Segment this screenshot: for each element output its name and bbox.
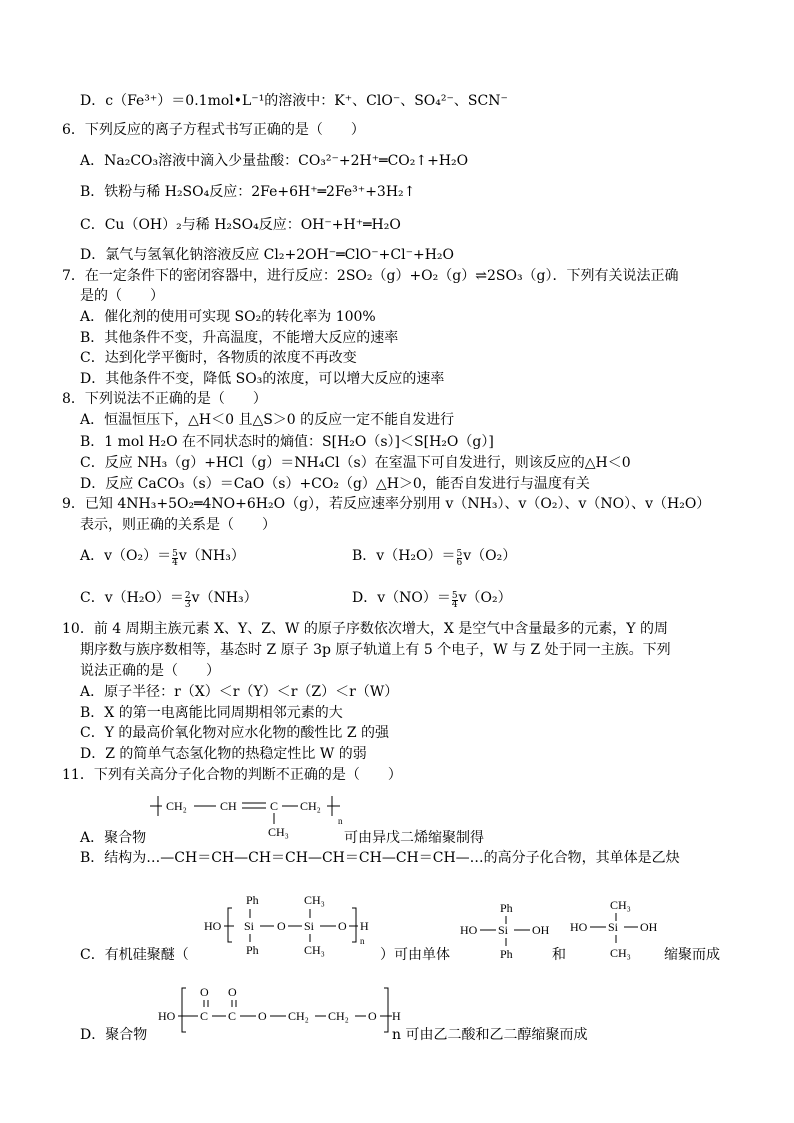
group-ch3: CH₃ — [304, 943, 325, 957]
question-7: 7．在一定条件下的密闭容器中，进行反应：2SO₂（g）+O₂（g）⇌2SO₃（g）．下列有关说法正确 — [62, 268, 679, 284]
atom-ch2: CH₂ — [288, 1009, 309, 1023]
atom-ch2: CH₂ — [166, 799, 187, 813]
monomer-dimethylsilanediol — [570, 895, 670, 961]
q6-option-b: B．铁粉与稀 H₂SO₄反应：2Fe+6H⁺═2Fe³⁺+3H₂↑ — [80, 184, 416, 200]
fraction: $\frac{5}{6}$ — [456, 549, 463, 568]
q5-option-d: D．c（Fe³⁺）＝0.1mol•L⁻¹的溶液中：K⁺、ClO⁻、SO₄²⁻、SCN⁻ — [80, 93, 508, 109]
question-10-cont: 期序数与族序数相等，基态时 Z 原子 3p 原子轨道上有 5 个电子，W 与 Z 处于同一主族。下列 — [80, 642, 671, 658]
group-ho: HO — [158, 1009, 176, 1023]
q10-option-a: A．原子半径：r（X）＜r（Y）＜r（Z）＜r（W） — [80, 684, 399, 700]
question-6: 6．下列反应的离子方程式书写正确的是（ ） — [62, 122, 365, 138]
structure-c — [200, 890, 380, 960]
group-ph: Ph — [246, 943, 259, 957]
q7-option-d: D．其他条件不变，降低 SO₃的浓度，可以增大反应的速率 — [80, 371, 445, 387]
question-7-cont: 是的（ ） — [80, 288, 164, 304]
atom-ch: CH — [220, 799, 237, 813]
q11-option-c-and: 和 — [552, 947, 566, 963]
atom-c: C — [200, 1009, 209, 1023]
atom-si: Si — [244, 919, 255, 933]
q9-option-c: C．v（H₂O）＝ $\frac{2}{3}$ v（NH₃） — [80, 590, 258, 610]
subscript-n: n — [338, 816, 343, 826]
atom-h: H — [360, 919, 369, 933]
q11-option-a-label: A．聚合物 — [80, 830, 147, 846]
group-oh: OH — [532, 923, 550, 937]
q11-option-d-text: n 可由乙二酸和乙二醇缩聚而成 — [392, 1027, 588, 1043]
question-10-cont2: 说法正确的是（ ） — [80, 663, 220, 679]
group-oh: OH — [640, 920, 658, 934]
structure-d — [152, 982, 402, 1034]
fraction: $\frac{2}{3}$ — [184, 591, 191, 610]
bracket-right — [384, 988, 388, 1032]
question-8: 8．下列说法不正确的是（ ） — [62, 391, 267, 407]
q9-option-b: B．v（H₂O）＝ $\frac{5}{6}$ v（O₂） — [352, 548, 517, 568]
group-ho: HO — [204, 919, 222, 933]
group-ph: Ph — [246, 893, 259, 907]
atom-si: Si — [608, 920, 619, 934]
group-ho: HO — [460, 923, 478, 937]
atom-o: O — [258, 1009, 267, 1023]
bracket-left — [228, 908, 232, 942]
q8-option-a: A．恒温恒压下，△H＜0 且△S＞0 的反应一定不能自发进行 — [80, 412, 455, 428]
fraction: $\frac{5}{4}$ — [451, 591, 458, 610]
q11-option-c-text: 缩聚而成 — [664, 947, 720, 963]
question-10: 10．前 4 周期主族元素 X、Y、Z、W 的原子序数依次增大，X 是空气中含量最多的元素，Y 的周 — [62, 621, 668, 637]
bracket-right — [352, 908, 356, 942]
structure-a — [150, 788, 360, 840]
q7-option-b: B．其他条件不变，升高温度，不能增大反应的速率 — [80, 330, 399, 346]
atom-ch2: CH₂ — [328, 1009, 349, 1023]
group-ch3: CH₃ — [610, 946, 631, 960]
q10-option-c: C．Y 的最高价氧化物对应水化物的酸性比 Z 的强 — [80, 725, 390, 741]
q8-option-d: D．反应 CaCO₃（s）＝CaO（s）+CO₂（g）△H＞0，能否自发进行与温度有关 — [80, 476, 590, 492]
monomer-diphenylsilanediol — [460, 898, 560, 962]
q8-option-c: C．反应 NH₃（g）+HCl（g）＝NH₄Cl（s）在室温下可自发进行，则该反应的△H＜0 — [80, 455, 631, 471]
atom-o: O — [338, 919, 347, 933]
atom-o: O — [368, 1009, 377, 1023]
atom-h: H — [392, 1009, 401, 1023]
group-ph: Ph — [500, 947, 513, 961]
question-9: 9．已知 4NH₃+5O₂═4NO+6H₂O（g），若反应速率分别用 v（NH₃）、v（O₂）、v（NO）、v（H₂O） — [62, 496, 711, 512]
atom-ch2: CH₂ — [300, 799, 321, 813]
group-ph: Ph — [500, 901, 513, 915]
q10-option-b: B．X 的第一电离能比同周期相邻元素的大 — [80, 705, 343, 721]
q9-option-a: A．v（O₂）＝ $\frac{5}{4}$ v（NH₃） — [80, 548, 245, 568]
atom-c: C — [228, 1009, 237, 1023]
q7-option-a: A．催化剂的使用可实现 SO₂的转化率为 100% — [80, 309, 376, 325]
group-ch3: CH₃ — [304, 893, 325, 907]
subscript-n: n — [360, 936, 365, 946]
atom-o: O — [200, 985, 209, 999]
question-9-cont: 表示，则正确的关系是（ ） — [80, 517, 276, 533]
q8-option-b: B．1 mol H₂O 在不同状态时的熵值：S[H₂O（s）]＜S[H₂O（g）] — [80, 434, 494, 450]
atom-si: Si — [498, 923, 509, 937]
bracket-left — [182, 988, 186, 1032]
atom-o: O — [228, 985, 237, 999]
question-11: 11．下列有关高分子化合物的判断不正确的是（ ） — [62, 767, 402, 783]
q9-option-d: D．v（NO）＝ $\frac{5}{4}$ v（O₂） — [352, 590, 512, 610]
q6-option-d: D．氯气与氢氧化钠溶液反应 Cl₂+2OH⁻═ClO⁻+Cl⁻+H₂O — [80, 247, 455, 263]
q6-option-a: A．Na₂CO₃溶液中滴入少量盐酸：CO₃²⁻+2H⁺═CO₂↑+H₂O — [80, 153, 469, 169]
atom-si: Si — [304, 919, 315, 933]
q11-option-c-label: C．有机硅聚醚（ — [80, 947, 189, 963]
q11-option-d-label: D．聚合物 — [80, 1027, 148, 1043]
atom-ch3: CH₃ — [268, 825, 289, 839]
q6-option-c: C．Cu（OH）₂与稀 H₂SO₄反应：OH⁻+H⁺═H₂O — [80, 217, 401, 233]
q11-option-c-mid: ）可由单体 — [380, 947, 450, 963]
fraction: $\frac{5}{4}$ — [172, 549, 178, 568]
group-ch3: CH₃ — [610, 898, 631, 912]
atom-o: O — [277, 919, 286, 933]
group-ho: HO — [570, 920, 588, 934]
q10-option-d: D．Z 的简单气态氢化物的热稳定性比 W 的弱 — [80, 746, 367, 762]
q7-option-c: C．达到化学平衡时，各物质的浓度不再改变 — [80, 350, 357, 366]
atom-c: C — [270, 799, 279, 813]
q11-option-b: B．结构为…—CH＝CH—CH＝CH—CH＝CH—CH＝CH—…的高分子化合物，其单体是乙炔 — [80, 850, 680, 866]
q11-option-a-text: 可由异戊二烯缩聚制得 — [344, 830, 484, 846]
